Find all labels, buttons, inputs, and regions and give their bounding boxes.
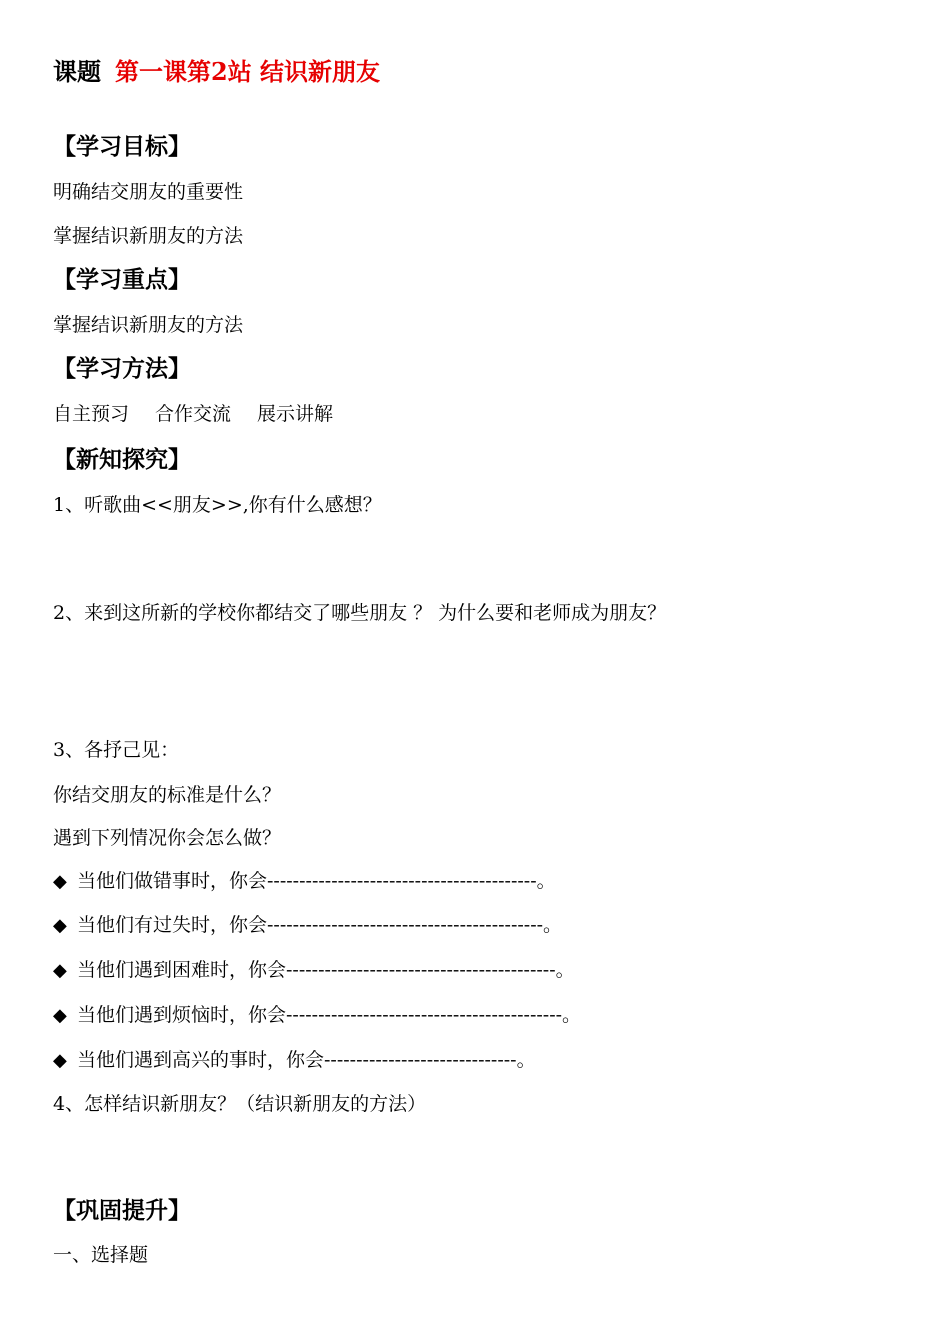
bullet-item: ◆ 当他们做错事时，你会------------------------------------------。 xyxy=(53,870,556,892)
focus-item-1: 掌握结识新朋友的方法 xyxy=(53,314,244,336)
consolidate-heading: 【巩固提升】 xyxy=(53,1197,191,1224)
explore-heading: 【新知探究】 xyxy=(53,446,191,473)
diamond-bullet-icon: ◆ xyxy=(53,915,67,936)
bullet-item: ◆ 当他们遇到困难时，你会------------------------------------------。 xyxy=(53,959,575,981)
title-label: 课题 xyxy=(53,57,101,86)
goals-item-1: 明确结交朋友的重要性 xyxy=(53,181,244,203)
question-1: 1、听歌曲<<朋友>>,你有什么感想？ xyxy=(53,494,382,516)
method-items xyxy=(53,399,333,426)
diamond-bullet-icon: ◆ xyxy=(53,960,67,981)
diamond-bullet-icon: ◆ xyxy=(53,1050,67,1071)
method-item-3: 展示讲解 xyxy=(257,403,334,425)
page-title xyxy=(53,52,380,87)
method-heading: 【学习方法】 xyxy=(53,355,191,382)
bullet-item: ◆ 当他们遇到烦恼时，你会-------------------------------------------。 xyxy=(53,1004,582,1026)
method-item-2: 合作交流 xyxy=(155,403,232,425)
question-4: 4、怎样结识新朋友？（结识新朋友的方法） xyxy=(53,1093,427,1115)
focus-heading: 【学习重点】 xyxy=(53,266,191,293)
goals-heading: 【学习目标】 xyxy=(53,133,191,160)
goals-item-2: 掌握结识新朋友的方法 xyxy=(53,225,244,247)
question-3-a: 你结交朋友的标准是什么？ xyxy=(53,784,282,806)
question-2: 2、来到这所新的学校你都结交了哪些朋友 ？ 为什么要和老师成为朋友？ xyxy=(53,602,667,624)
title-text: 第一课第2站 结识新朋友 xyxy=(115,57,381,86)
consolidate-item-1: 一、选择题 xyxy=(53,1244,149,1266)
question-3: 3、各抒己见： xyxy=(53,739,180,761)
diamond-bullet-icon: ◆ xyxy=(53,871,67,892)
question-3-b: 遇到下列情况你会怎么做？ xyxy=(53,827,282,849)
bullet-item: ◆ 当他们遇到高兴的事时，你会------------------------------。 xyxy=(53,1049,536,1071)
method-item-1: 自主预习 xyxy=(53,403,130,425)
bullet-item: ◆ 当他们有过失时，你会-------------------------------------------。 xyxy=(53,914,563,936)
diamond-bullet-icon: ◆ xyxy=(53,1005,67,1026)
